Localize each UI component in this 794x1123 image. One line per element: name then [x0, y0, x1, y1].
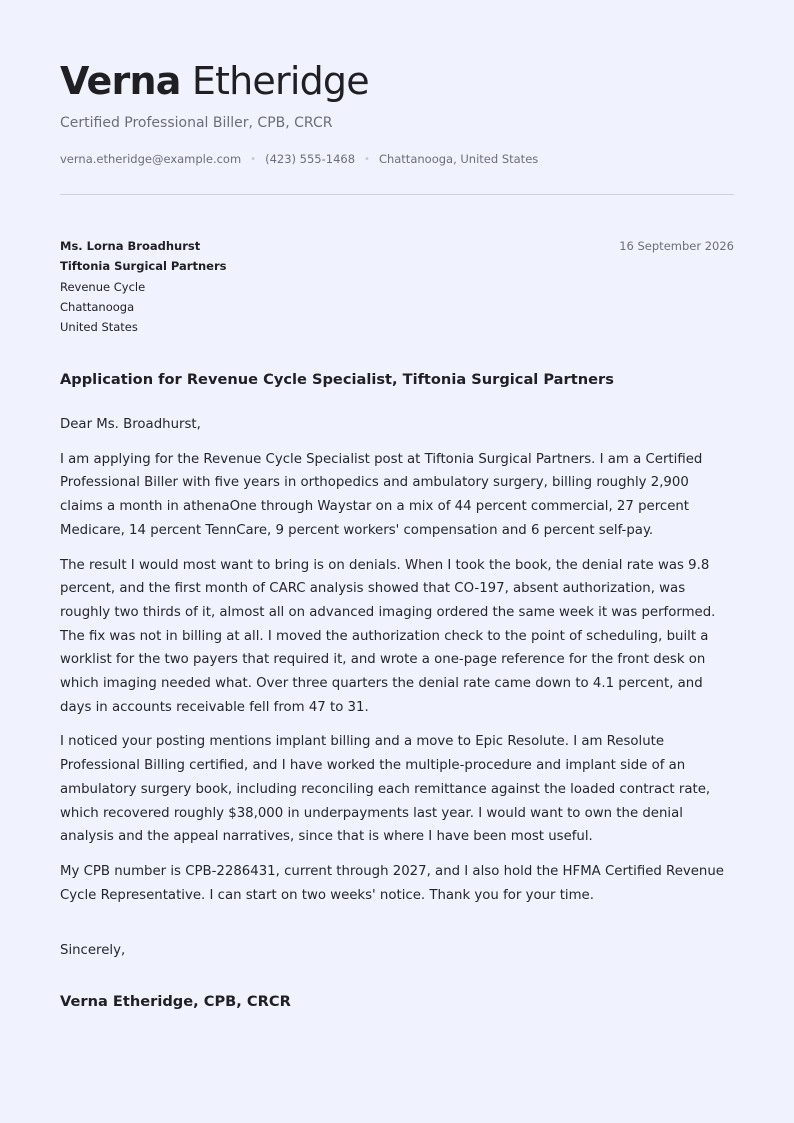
applicant-first-name: Verna	[60, 59, 181, 103]
letter-body	[60, 413, 734, 918]
signature: Verna Etheridge, CPB, CRCR	[60, 993, 291, 1010]
contact-phone[interactable]: (423) 555-1468	[265, 152, 356, 166]
letter-date: 16 September 2026	[619, 239, 734, 253]
recipient-country: United States	[60, 320, 138, 335]
recipient-company: Tiftonia Surgical Partners	[60, 259, 227, 274]
recipient-department: Revenue Cycle	[60, 279, 146, 294]
applicant-title: Certified Professional Biller, CPB, CRCR	[60, 115, 333, 131]
contact-separator: •	[250, 153, 257, 165]
recipient-name: Ms. Lorna Broadhurst	[60, 239, 201, 253]
contact-email[interactable]: verna.etheridge@example.com	[60, 152, 242, 166]
body-paragraph: I am applying for the Revenue Cycle Specialist post at Tiftonia Surgical Partners. I am a Certified Professional Biller with five years in orthopedics and ambulatory surgery, billing roughly 2,900 claims a month in athenaOne through Waystar on a mix of 44 percent commercial, 27 percent Medicare, 14 percent TennCare, 9 percent workers' compensation and 6 percent self-pay.	[60, 451, 703, 538]
header-divider	[60, 194, 734, 195]
closing: Sincerely,	[60, 943, 126, 958]
contact-location: Chattanooga, United States	[378, 152, 539, 166]
contact-line	[60, 152, 538, 166]
recipient-city: Chattanooga	[60, 299, 135, 314]
salutation: Dear Ms. Broadhurst,	[60, 417, 201, 432]
contact-separator: •	[364, 153, 370, 165]
applicant-last-name: Etheridge	[191, 59, 369, 103]
body-paragraph: My CPB number is CPB-2286431, current through 2027, and I also hold the HFMA Certified Revenue Cycle Representative. I can start on two weeks' notice. Thank you for your time.	[60, 863, 724, 903]
body-paragraph: The result I would most want to bring is on denials. When I took the book, the denial rate was 9.8 percent, and the first month of CARC analysis showed that CO-197, absent authorization, was roughly two thirds of it, almost all on advanced imaging ordered the same week it was performed. The fix was not in billing at all. I moved the authorization check to the point of scheduling, built a worklist for the two payers that required it, and wrote a one-page reference for the front desk on which imaging needed what. Over three quarters the denial rate came down to 4.1 percent, and days in accounts receivable fell from 47 to 31.	[60, 557, 716, 715]
recipient-block	[60, 236, 226, 337]
body-paragraph: I noticed your posting mentions implant billing and a move to Epic Resolute. I am Resolute Professional Billing certified, and I have worked the multiple-procedure and implant side of an ambulatory surgery book, including reconciling each remittance against the loaded contract rate, which recovered roughly $38,000 in underpayments last year. I would want to own the denial analysis and the appeal narratives, since that is where I have been most useful.	[60, 734, 711, 845]
applicant-name	[60, 57, 369, 105]
letter-subject: Application for Revenue Cycle Specialist, Tiftonia Surgical Partners	[60, 371, 614, 388]
